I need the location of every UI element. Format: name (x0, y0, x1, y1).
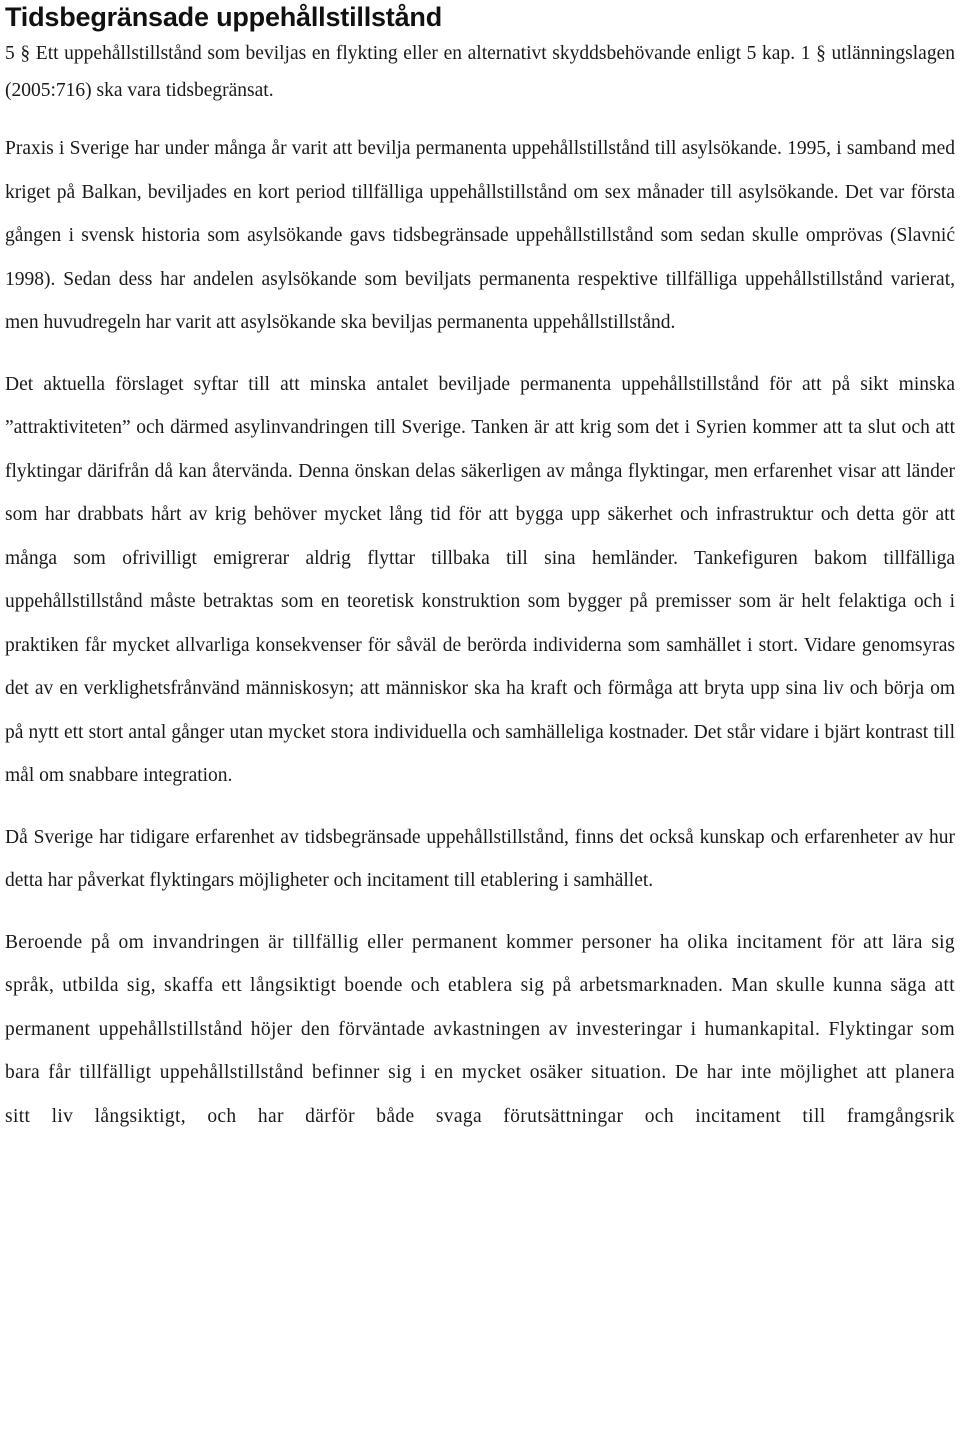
body-paragraph-praxis: Praxis i Sverige har under många år varit att bevilja permanenta uppehållstillstånd till asylsökande. 1995, i samband med kriget på Balkan, beviljades en kort period tillfälliga uppehållstillstånd om sex månader till asylsökande. Det var första gången i svensk historia som asylsökande gavs tidsbegränsade uppehållstillstånd som sedan skulle omprövas (Slavnić 1998). Sedan dess har andelen asylsökande som beviljats permanenta respektive tillfälliga uppehållstillstånd varierat, men huvudregeln har varit att asylsökande ska beviljas permanenta uppehållstillstånd. (5, 138, 955, 333)
document-page (5, 0, 955, 1138)
body-paragraph-experience: Då Sverige har tidigare erfarenhet av tidsbegränsade uppehållstillstånd, finns det också kunskap och erfarenheter av hur detta har påverkat flyktingars möjligheter och incitament till etablering i samhället. (5, 826, 955, 891)
page-title: Tidsbegränsade uppehållstillstånd (5, 2, 443, 32)
law-paragraph: 5 § Ett uppehållstillstånd som beviljas en flykting eller en alternativt skyddsbehövande enligt 5 kap. 1 § utlänningslagen (2005:716) ska vara tidsbegränsat. (5, 43, 955, 101)
body-paragraph-proposal: Det aktuella förslaget syftar till att minska antalet beviljade permanenta uppehållstillstånd för att på sikt minska ”attraktiviteten” och därmed asylinvandringen till Sverige. Tanken är att krig som det i Syrien kommer att ta slut och att flyktingar därifrån då kan återvända. Denna önskan delas säkerligen av många flyktingar, men erfarenhet visar att länder som har drabbats hårt av krig behöver mycket lång tid för att bygga upp säkerhet och infrastruktur och detta gör att många som ofrivilligt emigrerar aldrig flyttar tillbaka till sina hemländer. Tankefiguren bakom tillfälliga uppehållstillstånd måste betraktas som en teoretisk konstruktion som bygger på premisser som är helt felaktiga och i praktiken får mycket allvarliga konsekvenser för såväl de berörda individerna som samhället i stort. Vidare genomsyras det av en verklighetsfrånvänd människosyn; att människor ska ha kraft och förmåga att bryta upp sina liv och börja om på nytt ett stort antal gånger utan mycket stora individuella och samhälleliga kostnader. Det står vidare i bjärt kontrast till mål om snabbare integration. (5, 373, 955, 786)
body-paragraph-incentives: Beroende på om invandringen är tillfällig eller permanent kommer personer ha olika incitament för att lära sig språk, utbilda sig, skaffa ett långsiktigt boende och etablera sig på arbetsmarknaden. Man skulle kunna säga att permanent uppehållstillstånd höjer den förväntade avkastningen av investeringar i humankapital. Flyktingar som bara får tillfälligt uppehållstillstånd befinner sig i en mycket osäker situation. De har inte möjlighet att planera sitt liv långsiktigt, och har därför både svaga förutsättningar och incitament till framgångsrik (5, 931, 955, 1127)
